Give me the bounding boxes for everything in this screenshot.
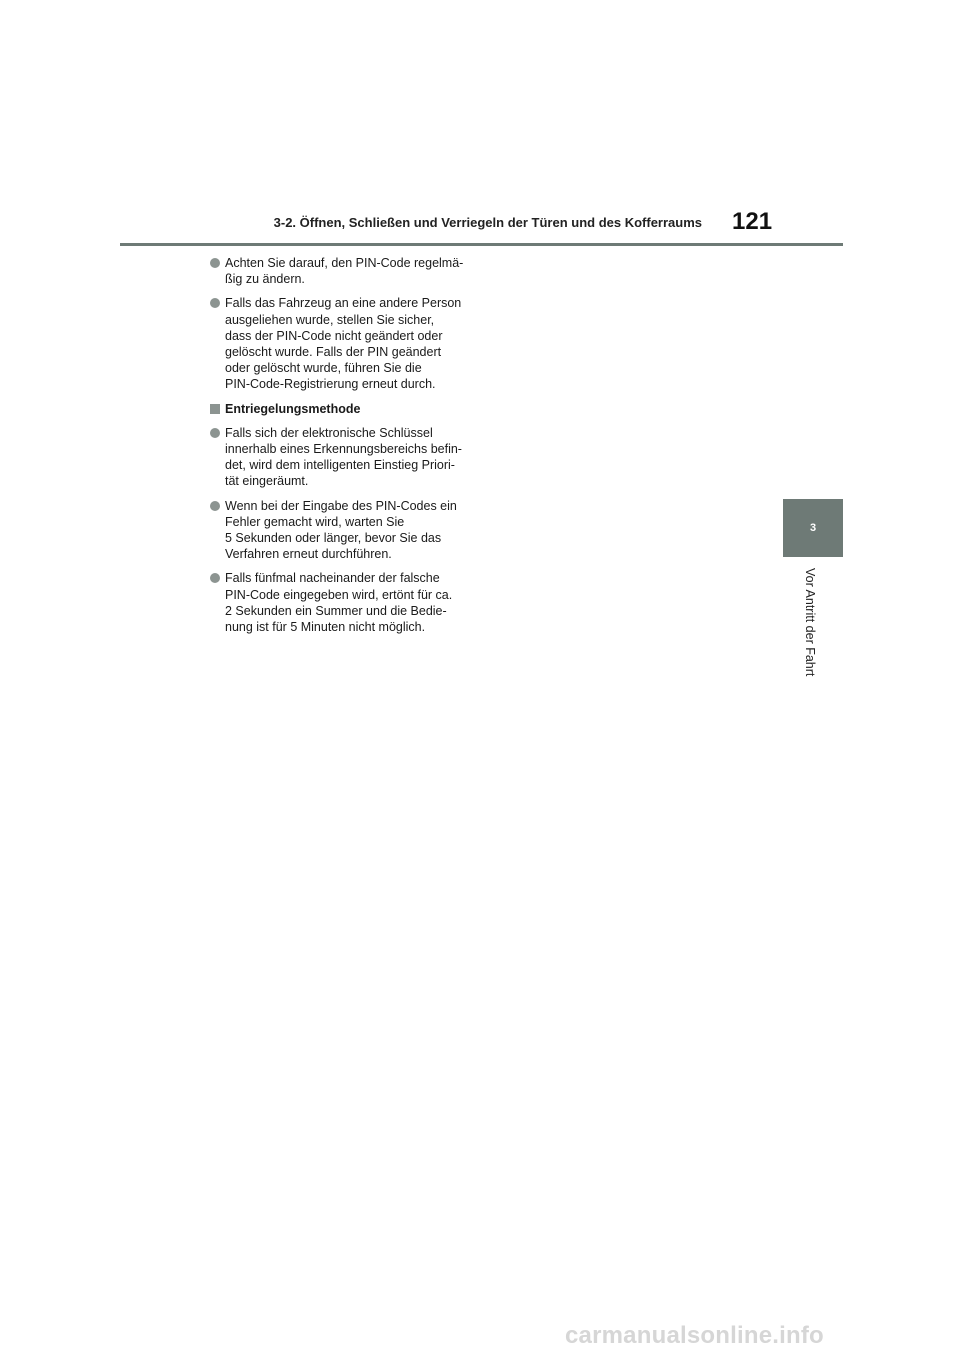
item-line: Wenn bei der Eingabe des PIN-Codes ein [225, 498, 457, 513]
section-title: 3-2. Öffnen, Schließen und Verriegeln der Türen und des Kofferraums [273, 215, 702, 230]
item-line: Fehler gemacht wird, warten Sie [225, 514, 405, 529]
item-line: ausgeliehen wurde, stellen Sie sicher, [225, 312, 435, 327]
page-number: 121 [732, 208, 773, 235]
list-item [210, 498, 482, 563]
main-content [210, 255, 482, 643]
item-line: 2 Sekunden ein Summer und die Bedie- [225, 603, 447, 618]
item-line: Falls das Fahrzeug an eine andere Person [225, 296, 462, 311]
chapter-number: 3 [809, 522, 817, 534]
item-line: gelöscht wurde. Falls der PIN geändert [225, 345, 442, 360]
subheading [210, 401, 482, 417]
header-divider [120, 243, 843, 246]
item-line: PIN-Code eingegeben wird, ertönt für ca. [225, 587, 453, 602]
chapter-title: Vor Antritt der Fahrt [803, 568, 817, 677]
item-line: det, wird dem intelligenten Einstieg Priori- [225, 458, 455, 473]
chapter-tab [783, 499, 843, 557]
list-item [210, 425, 482, 490]
circle-bullet-icon [210, 258, 220, 268]
item-line: Achten Sie darauf, den PIN-Code regelmä- [225, 256, 464, 270]
list-item [210, 295, 482, 392]
item-line: tät eingeräumt. [225, 474, 309, 489]
square-bullet-icon [210, 404, 220, 414]
item-line: oder gelöscht wurde, führen Sie die [225, 361, 422, 376]
item-line: dass der PIN-Code nicht geändert oder [225, 328, 443, 343]
item-line: nung ist für 5 Minuten nicht möglich. [225, 620, 426, 635]
circle-bullet-icon [210, 428, 220, 438]
list-item [210, 570, 482, 635]
item-line: Falls fünfmal nacheinander der falsche [225, 571, 440, 586]
circle-bullet-icon [210, 298, 220, 308]
item-line: PIN-Code-Registrierung erneut durch. [225, 377, 436, 392]
circle-bullet-icon [210, 501, 220, 511]
list-item [210, 255, 482, 287]
item-line: 5 Sekunden oder länger, bevor Sie das [225, 531, 442, 546]
item-line: ßig zu ändern. [225, 272, 305, 287]
item-line: Falls sich der elektronische Schlüssel [225, 425, 433, 440]
watermark: carmanualsonline.info [565, 1322, 824, 1349]
item-line: innerhalb eines Erkennungsbereichs befin- [225, 442, 462, 457]
item-line: Verfahren erneut durchführen. [225, 547, 392, 562]
circle-bullet-icon [210, 573, 220, 583]
subheading-text: Entriegelungsmethode [225, 401, 361, 416]
